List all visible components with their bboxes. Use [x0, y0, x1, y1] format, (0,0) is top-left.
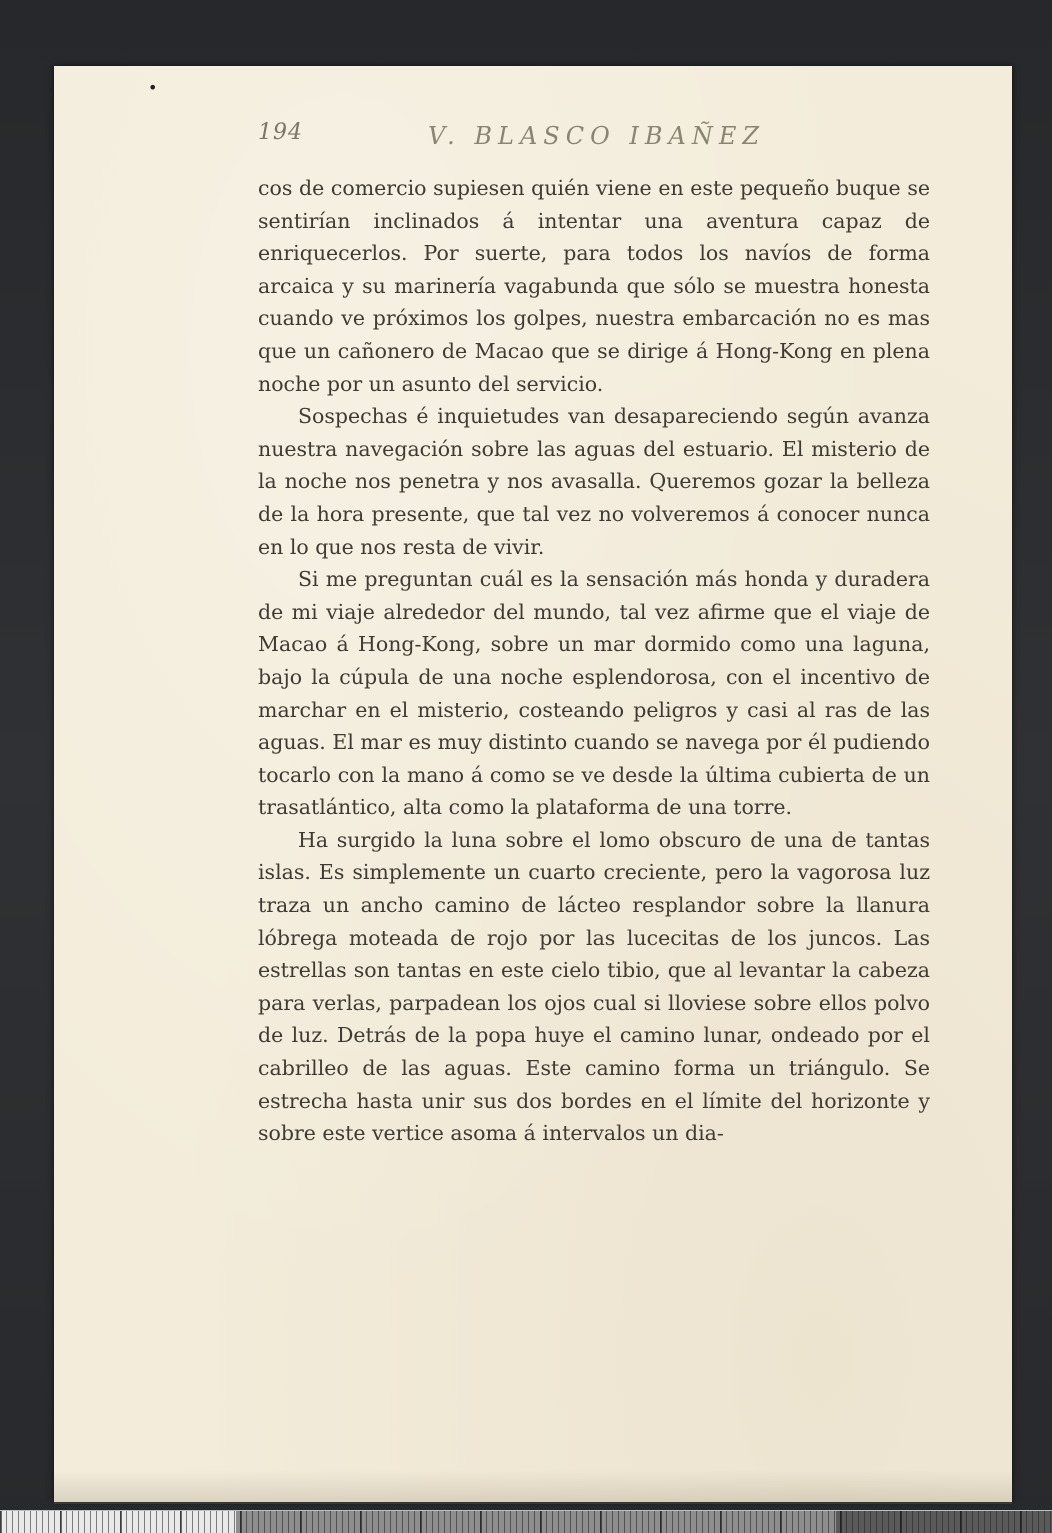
page-bottom-shadow [54, 1470, 1012, 1504]
paragraph-1: cos de comercio supiesen quién viene en este pequeño buque se sentirían inclinados á intentar una aventura capaz de enriquecerlos. Por suerte, para todos los navíos de forma arcaica y su marinería vagabunda que sólo se muestra honesta cuando ve próximos los golpes, nuestra embarcación no es mas que un cañonero de Macao que se dirige á Hong-Kong en plena noche por un asunto del servicio. [258, 176, 930, 396]
corner-mark-left: ‹ [48, 80, 55, 99]
paragraph-2: Sospechas é inquietudes van desapareciendo según avanza nuestra navegación sobre las aguas del estuario. El misterio de la noche nos penetra y nos avasalla. Queremos gozar la belleza de la hora presente, que tal vez no volveremos á conocer nunca en lo que nos resta de vivir. [258, 404, 930, 559]
paragraph-3: Si me preguntan cuál es la sensación más honda y duradera de mi viaje alrededor del mundo, tal vez afirme que el viaje de Macao á Hong-Kong, sobre un mar dormido como una laguna, bajo la cúpula de una noche esplendorosa, con el incentivo de marchar en el misterio, costeando peligros y casi al ras de las aguas. El mar es muy distinto cuando se navega por él pudiendo tocarlo con la mano á como se ve desde la última cubierta de un trasatlántico, alta como la plataforma de una torre. [258, 567, 930, 820]
running-head: V. BLASCO IBAÑEZ [428, 122, 766, 150]
page-number: 194 [258, 120, 303, 145]
ruler-major-ticks [0, 1511, 1052, 1533]
page-header [258, 118, 930, 158]
paragraph-4: Ha surgido la luna sobre el lomo obscuro de una de tantas islas. Es simplemente un cuarto creciente, pero la vagorosa luz traza un ancho camino de lácteo resplandor sobre la llanura lóbrega moteada de rojo por las lucecitas de los juncos. Las estrellas son tantas en este cielo tibio, que al levantar la cabeza para verlas, parpadean los ojos cual si lloviese sobre ellos polvo de luz. Detrás de la popa huye el camino lunar, ondeado por el cabrilleo de las aguas. Este camino forma un triángulo. Se estrecha hasta unir sus dos bordes en el límite del horizonte y sobre este vertice asoma á intervalos un dia- [258, 827, 930, 1146]
corner-mark-dot: • [148, 78, 158, 97]
body-text [258, 172, 930, 1150]
scale-ruler [0, 1510, 1052, 1533]
